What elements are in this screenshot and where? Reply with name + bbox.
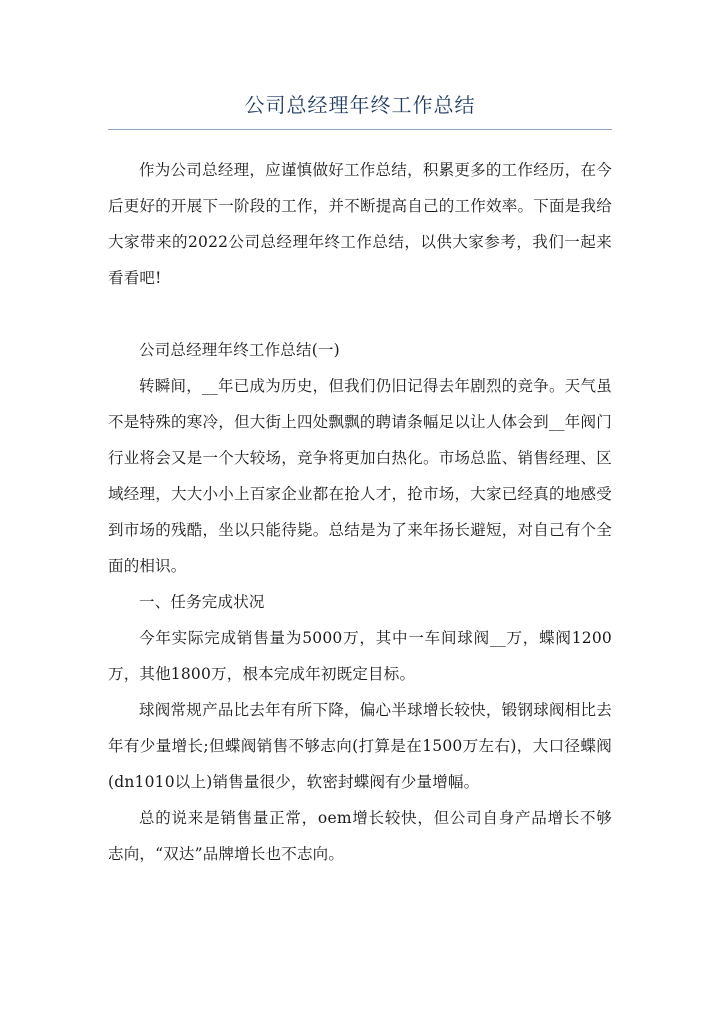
body-paragraph: 转瞬间，__年已成为历史，但我们仍旧记得去年剧烈的竞争。天气虽不是特殊的寒冷，但大街上四处飘飘的聘请条幅足以让人体会到__年阀门行业将会又是一个大较场，竞争将更加白热化。市场总监、销售经理、区域经理，大大小小上百家企业都在抢人才，抢市场，大家已经真的地感受到市场的残酷，坐以只能待毙。总结是为了来年扬长避短，对自己有个全面的相识。 — [108, 377, 612, 575]
body-paragraph: 球阀常规产品比去年有所下降，偏心半球增长较快，锻钢球阀相比去年有少量增长;但蝶阀销售不够志向(打算是在1500万左右)，大口径蝶阀(dn1010以上)销售量很少，软密封蝶阀有少量增幅。 — [108, 701, 612, 791]
intro-paragraph: 作为公司总经理，应谨慎做好工作总结，积累更多的工作经历，在今后更好的开展下一阶段的工作，并不断提高自己的工作效率。下面是我给大家带来的2022公司总经理年终工作总结，以供大家参考，我们一起来看看吧! — [108, 161, 612, 287]
document-body — [108, 152, 612, 872]
document-title: 公司总经理年终工作总结 — [244, 93, 476, 117]
section-heading: 公司总经理年终工作总结(一) — [139, 341, 340, 359]
title-divider — [108, 129, 612, 130]
body-paragraph: 今年实际完成销售量为5000万，其中一车间球阀__万，蝶阀1200万，其他1800万，根本完成年初既定目标。 — [108, 629, 612, 683]
subsection-heading: 一、任务完成状况 — [139, 593, 265, 611]
body-paragraph: 总的说来是销售量正常，oem增长较快，但公司自身产品增长不够志向，“双达”品牌增长也不志向。 — [108, 809, 612, 863]
